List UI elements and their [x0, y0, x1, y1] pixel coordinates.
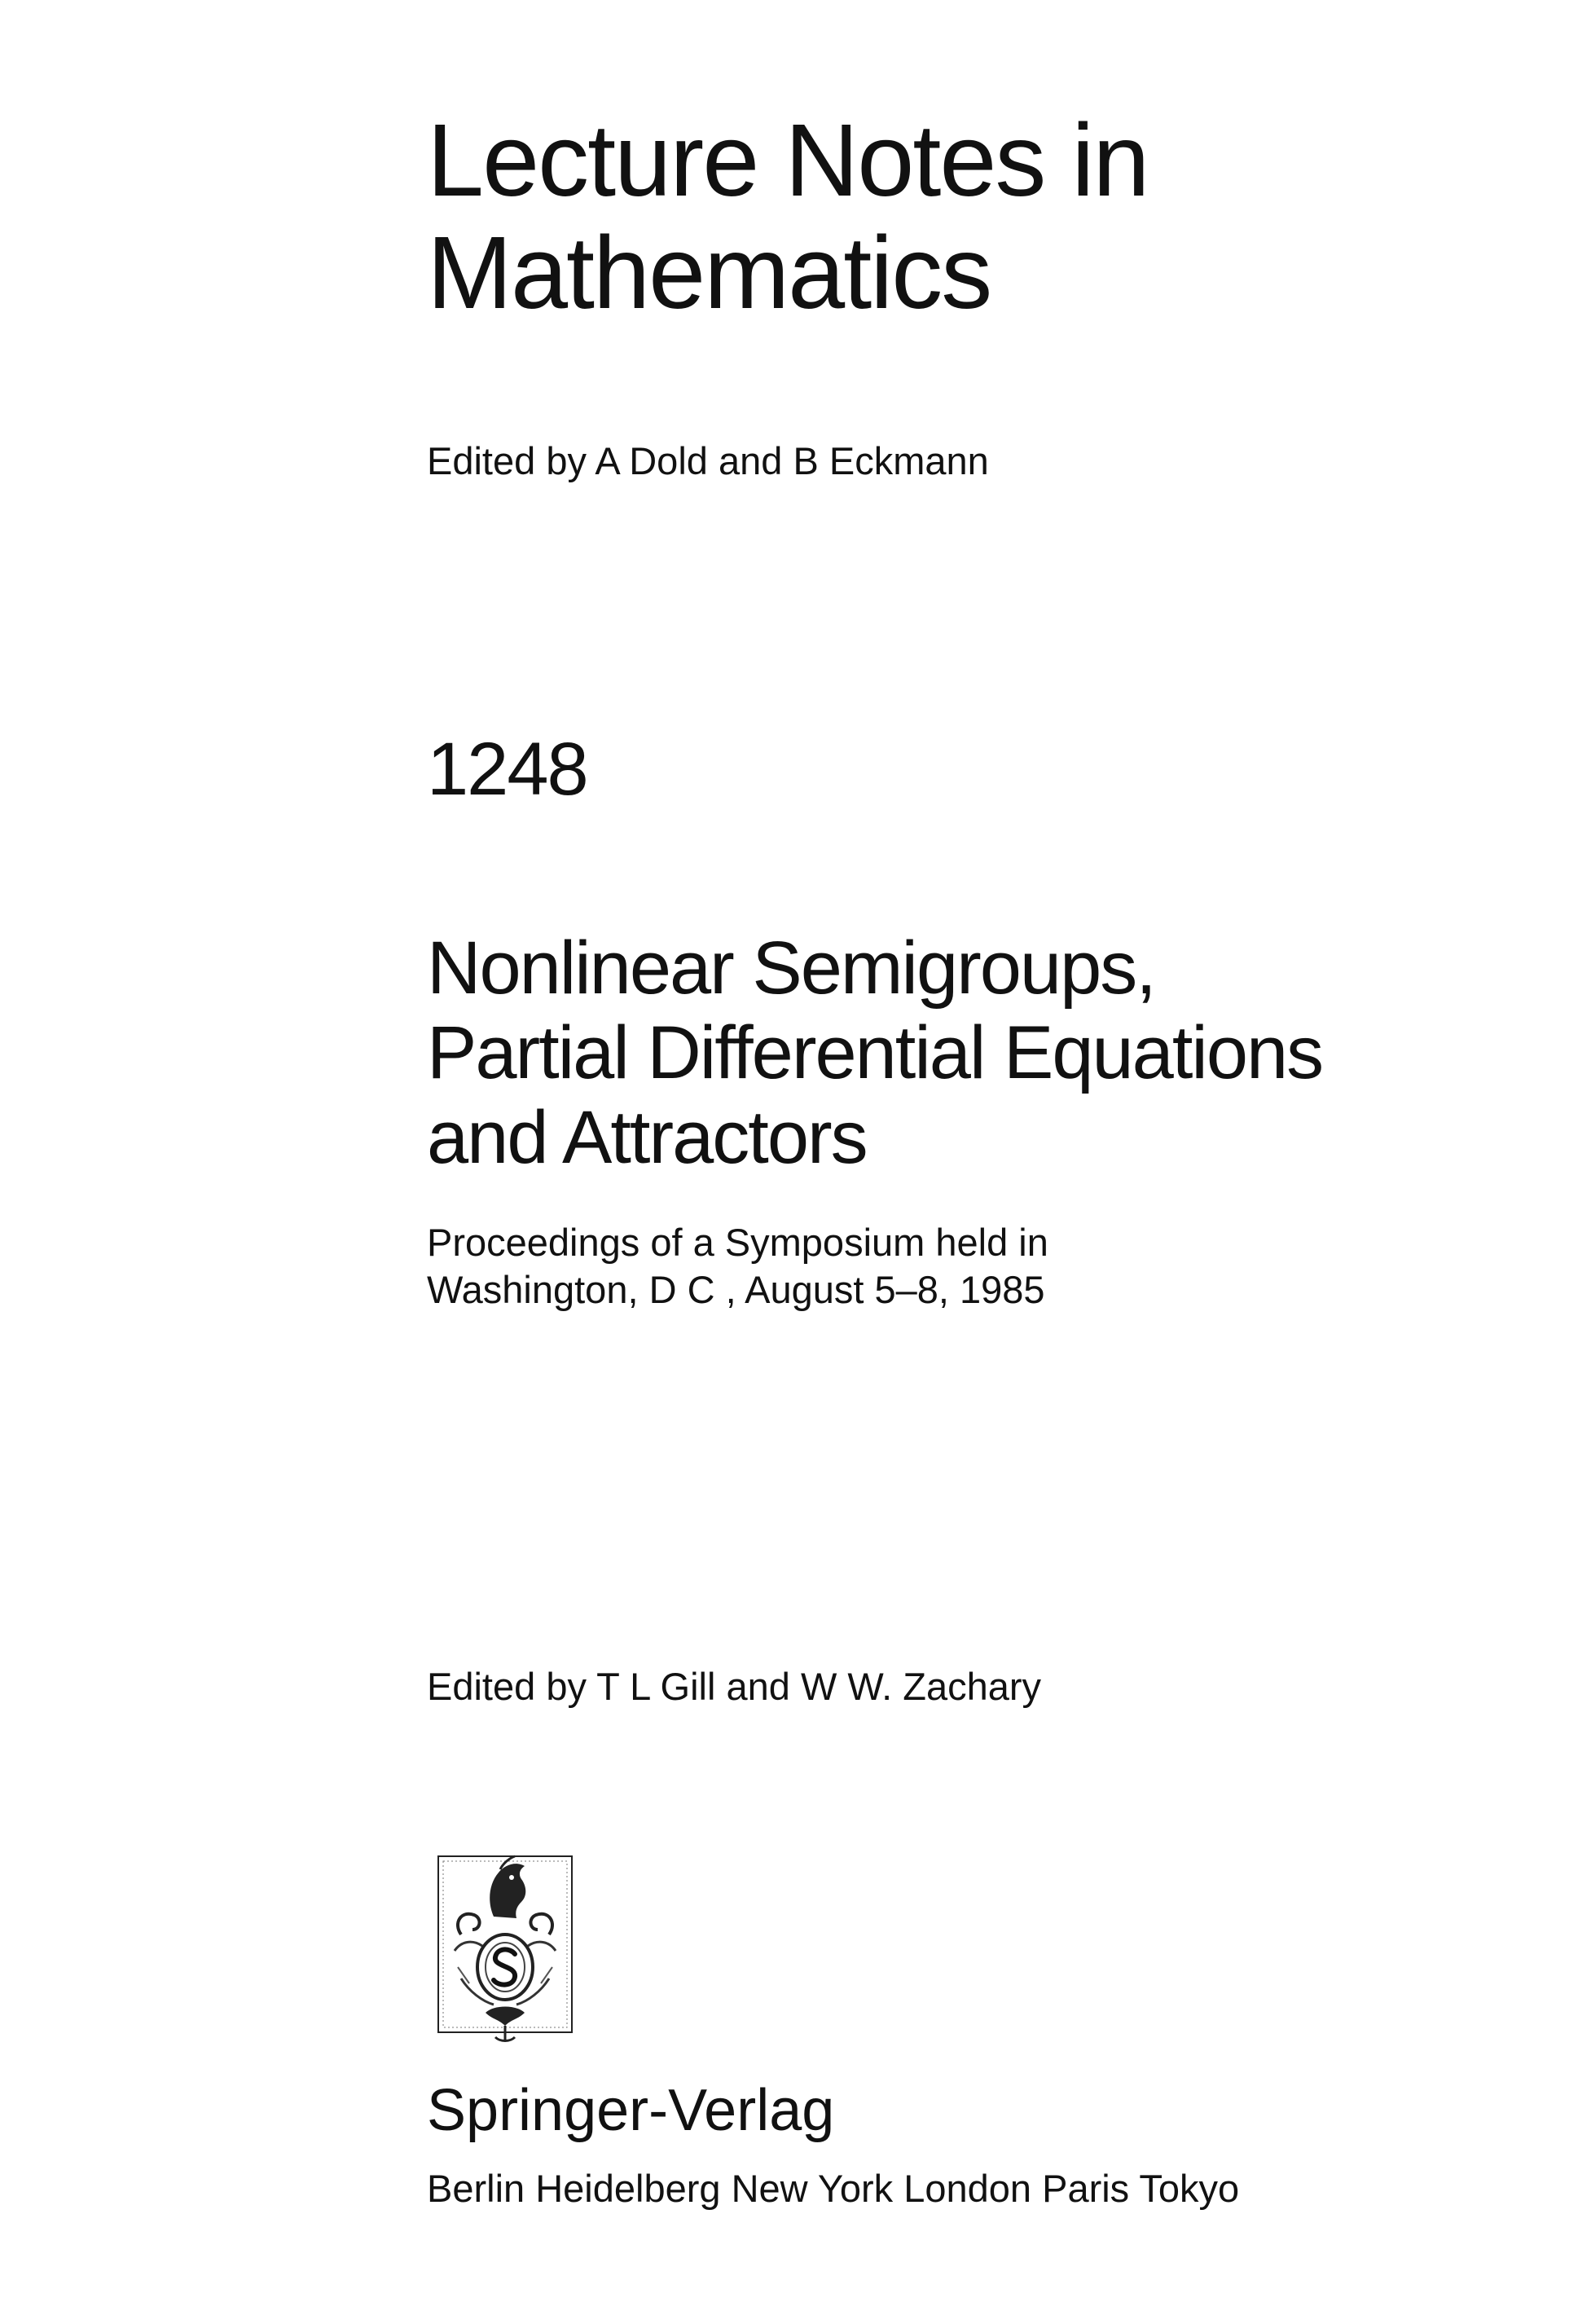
springer-knight-logo-icon [437, 1845, 574, 2047]
series-title-line-2: Mathematics [427, 215, 991, 330]
book-subtitle [427, 1219, 1048, 1314]
book-title-line-2: Partial Differential Equations [427, 1011, 1323, 1094]
publisher-cities: Berlin Heidelberg New York London Paris Tokyo [427, 2167, 1240, 2210]
volume-number: 1248 [427, 728, 587, 811]
book-subtitle-line-1: Proceedings of a Symposium held in [427, 1221, 1048, 1264]
book-subtitle-line-2: Washington, D C , August 5–8, 1985 [427, 1268, 1045, 1311]
book-title-line-1: Nonlinear Semigroups, [427, 927, 1155, 1010]
series-title [427, 104, 1149, 329]
series-title-line-1: Lecture Notes in [427, 103, 1149, 218]
publisher-name: Springer-Verlag [427, 2078, 835, 2143]
series-editors: Edited by A Dold and B Eckmann [427, 439, 989, 482]
book-editors: Edited by T L Gill and W W. Zachary [427, 1665, 1042, 1708]
book-title [427, 926, 1322, 1180]
book-title-line-3: and Attractors [427, 1096, 867, 1179]
